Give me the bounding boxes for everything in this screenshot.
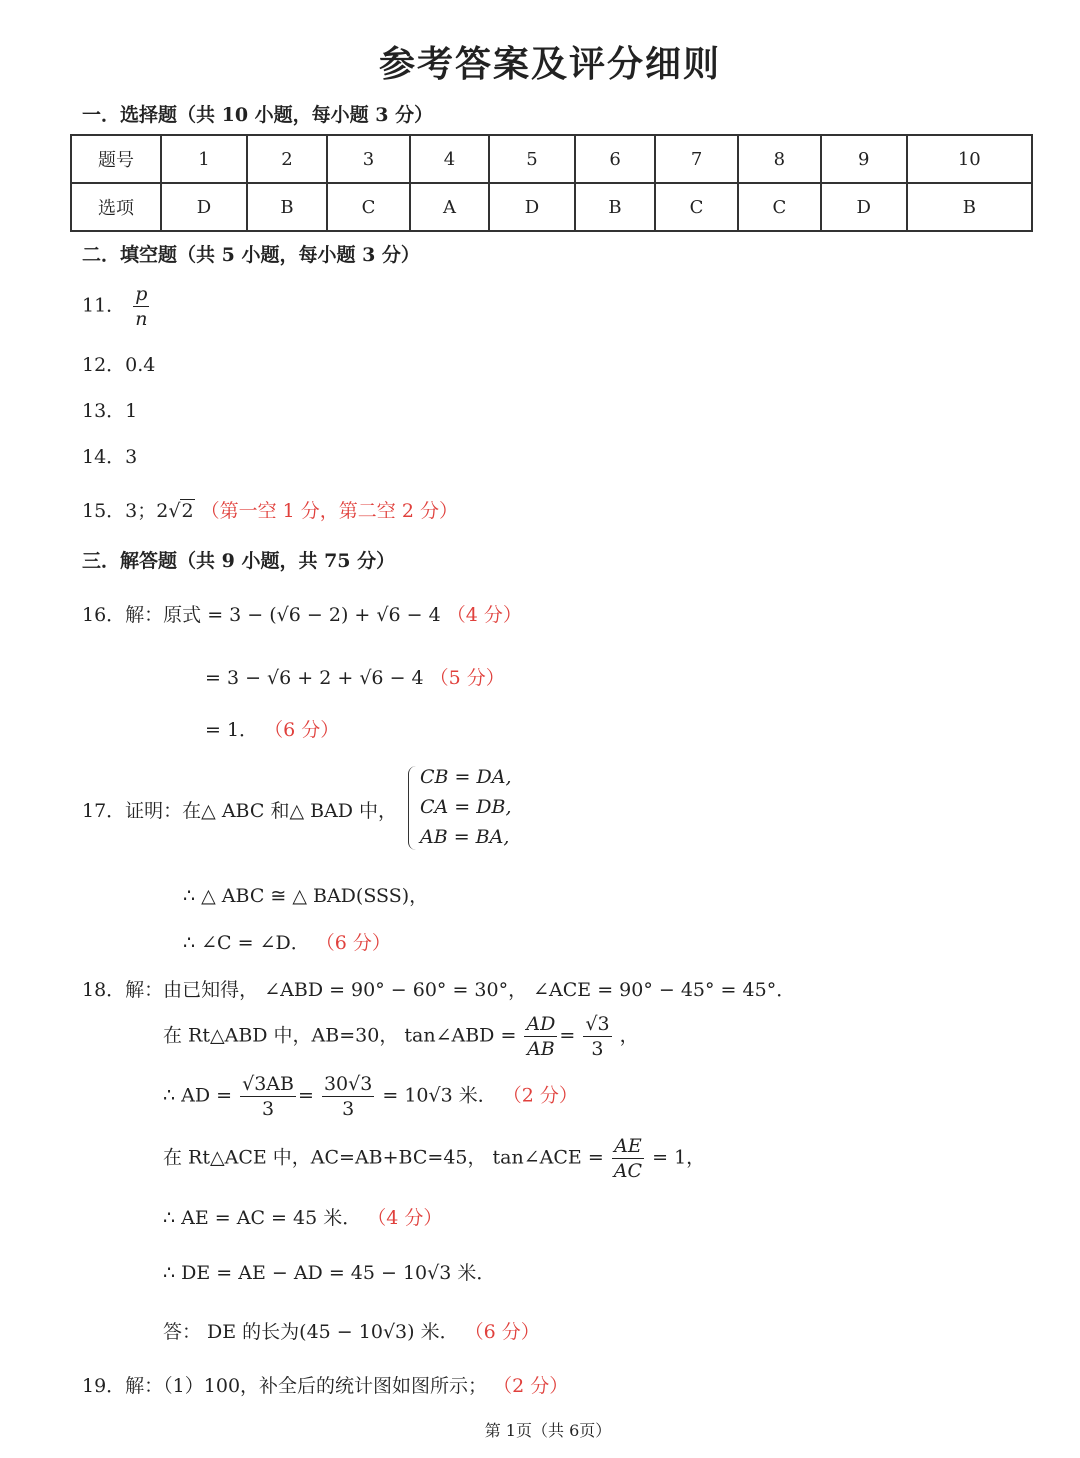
section-heading-choice: 一．选择题（共 10 小题，每小题 3 分） bbox=[82, 104, 434, 126]
table-cell: 10 bbox=[907, 135, 1032, 183]
math-text: = 1． bbox=[205, 719, 259, 741]
section-heading-solve: 三．解答题（共 9 小题，共 75 分） bbox=[82, 550, 396, 572]
q18-line-7 bbox=[163, 1317, 540, 1344]
fraction-denominator: 3 bbox=[591, 1038, 604, 1060]
table-header-cell: 题号 bbox=[71, 135, 161, 183]
table-cell: 1 bbox=[161, 135, 247, 183]
score-note: （6 分） bbox=[315, 932, 391, 954]
score-note: （2 分） bbox=[502, 1084, 578, 1107]
q19-line-1 bbox=[82, 1371, 568, 1398]
q17-line-2: ∴ △ ABC ≅ △ BAD(SSS)， bbox=[183, 885, 429, 907]
math-text: = 3 − √6 + 2 + √6 − 4 bbox=[205, 667, 424, 689]
left-brace bbox=[408, 766, 417, 850]
math-text: ∴ AE = AC = 45 米． bbox=[163, 1207, 362, 1229]
score-note: （第一空 1 分，第二空 2 分） bbox=[200, 500, 458, 522]
math-text: 在 Rt△ABD 中，AB=30， tan∠ABD = bbox=[163, 1024, 517, 1047]
fraction-denominator: 3 bbox=[261, 1098, 275, 1120]
table-cell: B bbox=[575, 183, 655, 231]
q17-condition-3: AB = BA, bbox=[420, 826, 510, 848]
score-note: （4 分） bbox=[446, 604, 522, 626]
score-note: （4 分） bbox=[367, 1207, 443, 1229]
q18-line-1: 18．解：由已知得， ∠ABD = 90° − 60° = 30°， ∠ACE = 90° − 45° = 45°． bbox=[82, 979, 796, 1001]
math-text: 16．解：原式 = 3 − (√6 − 2) + √6 − 4 bbox=[82, 604, 441, 626]
q18-line-4 bbox=[163, 1134, 705, 1183]
table-row bbox=[71, 135, 1032, 183]
table-cell: B bbox=[247, 183, 327, 231]
q17-condition-1: CB = DA, bbox=[420, 766, 512, 788]
q17-condition-2: CA = DB, bbox=[420, 796, 512, 818]
table-row bbox=[71, 183, 1032, 231]
table-cell: A bbox=[410, 183, 489, 231]
q16-line-1 bbox=[82, 600, 522, 627]
fraction-denominator: AB bbox=[527, 1038, 555, 1060]
math-text: ∴ AD = bbox=[163, 1084, 233, 1107]
section-heading-fill: 二．填空题（共 5 小题，每小题 3 分） bbox=[82, 244, 420, 266]
score-note: （2 分） bbox=[493, 1375, 569, 1397]
fraction-numerator: 30√3 bbox=[323, 1073, 373, 1095]
page-title: 参考答案及评分细则 bbox=[378, 43, 721, 85]
table-cell: D bbox=[821, 183, 907, 231]
math-text: 答： DE 的长为(45 − 10√3) 米． bbox=[163, 1321, 459, 1343]
fraction-numerator: AD bbox=[526, 1013, 556, 1035]
table-cell: 8 bbox=[738, 135, 821, 183]
math-text: 19．解：（1）100，补全后的统计图如图所示； bbox=[82, 1375, 488, 1397]
fraction-denominator: 3 bbox=[342, 1098, 355, 1120]
table-cell: D bbox=[161, 183, 247, 231]
score-note: （5 分） bbox=[429, 667, 505, 689]
fraction-denominator: AC bbox=[613, 1160, 643, 1182]
answer-table bbox=[70, 134, 1033, 232]
fraction-numerator: √3AB bbox=[242, 1073, 294, 1095]
q18-line-2: 在 Rt△ABD 中，AB=30， tan∠ABD = $\frac{AD}{AB}$ = $\frac{√3}{3}$ ， bbox=[163, 1013, 639, 1060]
answer-15 bbox=[82, 496, 458, 523]
table-cell: C bbox=[655, 183, 738, 231]
math-text: ， bbox=[619, 1024, 639, 1047]
math-text: = 10√3 米． bbox=[382, 1084, 497, 1107]
table-cell: 2 bbox=[247, 135, 327, 183]
fraction-numerator: AE bbox=[612, 1134, 644, 1159]
table-cell: B bbox=[907, 183, 1032, 231]
table-cell: 5 bbox=[489, 135, 575, 183]
math-text: ∴ ∠C = ∠D． bbox=[183, 932, 310, 954]
table-cell: C bbox=[327, 183, 410, 231]
table-cell: D bbox=[489, 183, 575, 231]
fraction-denominator: n bbox=[135, 308, 148, 330]
score-note: （6 分） bbox=[464, 1321, 540, 1343]
answer-14: 14．3 bbox=[82, 446, 138, 468]
q18-line-5 bbox=[163, 1203, 442, 1230]
sqrt-symbol: √ bbox=[168, 500, 181, 522]
table-header-cell: 选项 bbox=[71, 183, 161, 231]
q16-line-2 bbox=[205, 663, 505, 690]
math-text: 在 Rt△ACE 中，AC=AB+BC=45， tan∠ACE = bbox=[163, 1146, 604, 1169]
fraction-numerator: p bbox=[133, 282, 149, 307]
answer-15-text: 15．3；2 bbox=[82, 500, 169, 522]
score-note: （6 分） bbox=[264, 719, 340, 741]
q16-line-3 bbox=[205, 715, 339, 742]
math-text: = 1， bbox=[652, 1146, 706, 1169]
question-number: 11． bbox=[82, 294, 126, 317]
q17-line-1: 17．证明：在△ ABC 和△ BAD 中， bbox=[82, 800, 398, 822]
answer-13: 13．1 bbox=[82, 400, 138, 422]
q18-line-3: ∴ AD = $\frac{√3AB}{3}$ = $\frac{30√3}{3}$ = 10√3 米． （2 分） bbox=[163, 1073, 578, 1120]
q18-line-6: ∴ DE = AE − AD = 45 − 10√3 米． bbox=[163, 1262, 496, 1284]
table-cell: 3 bbox=[327, 135, 410, 183]
table-cell: 7 bbox=[655, 135, 738, 183]
table-cell: C bbox=[738, 183, 821, 231]
fraction-numerator: √3 bbox=[585, 1013, 610, 1035]
sqrt-radicand: 2 bbox=[181, 500, 194, 522]
answer-12: 12．0.4 bbox=[82, 354, 156, 376]
table-cell: 4 bbox=[410, 135, 489, 183]
table-cell: 9 bbox=[821, 135, 907, 183]
table-cell: 6 bbox=[575, 135, 655, 183]
answer-11 bbox=[82, 282, 151, 331]
q17-line-3 bbox=[183, 928, 391, 955]
page-footer: 第 1页（共 6页） bbox=[484, 1421, 612, 1440]
